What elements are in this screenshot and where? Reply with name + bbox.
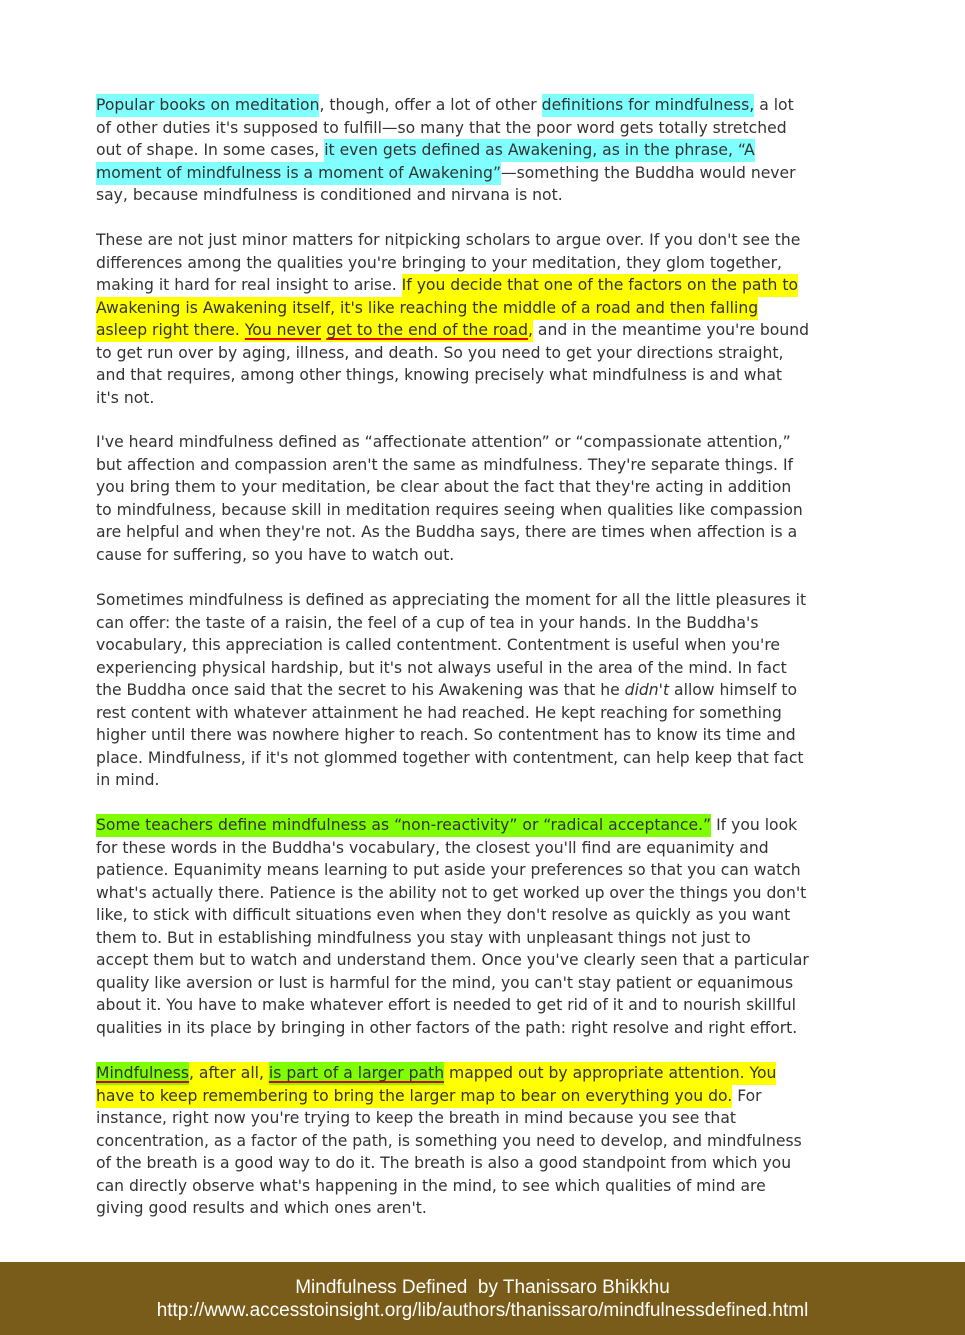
text-span: and in the meantime you're bound — [532, 321, 810, 339]
highlight-green: Some teachers define mindfulness as “non-reactivity” or “radical acceptance.” — [96, 814, 711, 837]
text-span: experiencing physical hardship, but it's not always useful in the area of the mind. In fact — [96, 658, 787, 677]
text-line — [96, 319, 809, 341]
text-span: to mindfulness, because skill in meditation requires seeing when qualities like compassion — [96, 500, 803, 519]
text-line — [96, 634, 780, 656]
text-span: place. Mindfulness, if it's not glommed together with contentment, can help keep that fact — [96, 748, 804, 767]
text-span: accept them but to watch and understand them. Once you've clearly seen that a particular — [96, 951, 809, 969]
text-line — [96, 297, 758, 319]
text-line — [96, 837, 769, 859]
highlight-yellow: If you decide that one of the factors on the path to — [402, 274, 798, 297]
text-line — [96, 814, 797, 836]
text-span: can directly observe what's happening in the mind, to see which qualities of mind are — [96, 1176, 766, 1195]
text-line — [96, 927, 751, 949]
text-line — [96, 387, 154, 409]
text-span: vocabulary, this appreciation is called contentment. Contentment is useful when you're — [96, 636, 780, 654]
highlight-green: is part of a larger path — [269, 1062, 444, 1085]
highlight-cyan: it even gets defined as Awakening, as in the phrase, “A — [324, 139, 754, 162]
text-line — [96, 1107, 736, 1129]
text-line — [96, 657, 787, 679]
text-line — [96, 679, 797, 701]
text-line — [96, 184, 563, 206]
text-line — [96, 882, 806, 904]
text-span: qualities in its place by bringing in other factors of the path: right resolve and right effort. — [96, 1018, 798, 1037]
highlight-yellow: get to the end of the road — [326, 319, 528, 342]
text-line — [96, 702, 782, 724]
text-span: concentration, as a factor of the path, is something you need to develop, and mindfulness — [96, 1131, 802, 1150]
text-line — [96, 476, 791, 498]
text-span: of the breath is a good way to do it. The breath is also a good standpoint from which you — [96, 1154, 792, 1172]
highlight-yellow: You never — [245, 319, 322, 342]
text-line — [96, 612, 758, 634]
text-line — [96, 274, 798, 296]
highlight-cyan: definitions for mindfulness, — [542, 94, 755, 117]
emphasis-text: didn't — [624, 681, 670, 699]
text-line — [96, 859, 801, 881]
text-span: —something the Buddha would never — [501, 163, 796, 182]
text-line — [96, 499, 803, 521]
highlight-yellow: asleep right there. — [96, 319, 245, 342]
highlight-yellow: mapped out by appropriate attention. You — [444, 1062, 776, 1085]
text-line — [96, 229, 800, 251]
text-line — [96, 162, 796, 184]
highlight-yellow: , after all, — [189, 1062, 269, 1085]
text-span: rest content with whatever attainment he had reached. He kept reaching for something — [96, 703, 782, 722]
highlight-cyan: Popular books on meditation — [96, 94, 319, 117]
text-span: and that requires, among other things, knowing precisely what mindfulness is and what — [96, 366, 783, 384]
text-line — [96, 342, 783, 364]
text-span: them to. But in establishing mindfulness you stay with unpleasant things not just to — [96, 928, 751, 947]
text-line — [96, 904, 790, 926]
text-span: are helpful and when they're not. As the Buddha says, there are times when affection is a — [96, 523, 798, 541]
text-span: out of shape. In some cases, — [96, 141, 325, 159]
text-line — [96, 521, 797, 543]
text-span: in mind. — [96, 771, 160, 789]
text-line — [96, 1175, 766, 1197]
text-span: cause for suffering, so you have to watch out. — [96, 545, 455, 564]
text-span: of other duties it's supposed to fulfill—so many that the poor word gets totally stretched — [96, 118, 787, 137]
text-span: differences among the qualities you're bringing to your meditation, they glom together, — [96, 253, 783, 272]
text-line — [96, 994, 796, 1016]
text-line — [96, 949, 809, 971]
text-line — [96, 1130, 802, 1152]
text-line — [96, 724, 796, 746]
footer-banner — [0, 1262, 965, 1335]
text-line — [96, 589, 806, 611]
text-span: patience. Equanimity means learning to put aside your preferences so that you can watch — [96, 861, 801, 879]
text-span: for these words in the Buddha's vocabulary, the closest you'll find are equanimity and — [96, 838, 769, 857]
footer-url[interactable]: http://www.accesstoinsight.org/lib/authors/thanissaro/mindfulnessdefined.html — [156, 1300, 809, 1321]
text-line — [96, 454, 793, 476]
highlight-cyan: moment of mindfulness is a moment of Awakening” — [96, 162, 501, 185]
text-span: say, because mindfulness is conditioned and nirvana is not. — [96, 186, 563, 204]
text-line — [96, 431, 791, 453]
highlight-green: Mindfulness — [96, 1062, 189, 1085]
text-span: instance, right now you're trying to keep the breath in mind because you see that — [96, 1109, 736, 1127]
highlight-yellow: Awakening is Awakening itself, it's like reaching the middle of a road and then falling — [96, 297, 758, 320]
text-span: These are not just minor matters for nitpicking scholars to argue over. If you don't see the — [96, 231, 801, 249]
text-span: it's not. — [96, 388, 155, 407]
text-span: allow himself to — [669, 681, 798, 699]
text-span: making it hard for real insight to arise. — [96, 276, 402, 294]
text-span: If you look — [711, 816, 798, 834]
text-span: but affection and compassion aren't the same as mindfulness. They're separate things. If — [96, 455, 794, 474]
text-span: can offer: the taste of a raisin, the feel of a cup of tea in your hands. In the Buddha's — [96, 613, 759, 632]
text-span: giving good results and which ones aren't. — [96, 1199, 427, 1217]
text-span: to get run over by aging, illness, and death. So you need to get your directions straight, — [96, 343, 784, 362]
text-span: I've heard mindfulness defined as “affectionate attention” or “compassionate attention,” — [96, 433, 791, 451]
text-line — [96, 1197, 427, 1219]
text-line — [96, 747, 804, 769]
text-span: you bring them to your meditation, be clear about the fact that they're acting in addition — [96, 478, 792, 496]
text-span: quality like aversion or lust is harmful for the mind, you can't stay patient or equanimous — [96, 973, 794, 992]
text-line — [96, 139, 755, 161]
text-line — [96, 117, 787, 139]
text-line — [96, 769, 159, 791]
text-span: what's actually there. Patience is the ability not to get worked up over the things you don't — [96, 883, 807, 902]
text-line — [96, 1085, 762, 1107]
text-span: higher until there was nowhere higher to reach. So contentment has to know its time and — [96, 726, 796, 744]
text-span: about it. You have to make whatever effort is needed to get rid of it and to nourish skillful — [96, 996, 796, 1014]
text-span: a lot — [754, 96, 794, 114]
text-line — [96, 972, 793, 994]
text-line — [96, 94, 794, 116]
text-line — [96, 544, 454, 566]
text-line — [96, 364, 782, 386]
text-span: For — [732, 1086, 762, 1105]
text-line — [96, 1152, 791, 1174]
footer-title: Mindfulness Defined by Thanissaro Bhikkhu — [295, 1277, 670, 1298]
text-span: Sometimes mindfulness is defined as appreciating the moment for all the little pleasures it — [96, 591, 807, 609]
highlight-yellow: , — [528, 319, 533, 342]
text-span: , though, offer a lot of other — [319, 96, 542, 114]
text-span: the Buddha once said that the secret to his Awakening was that he — [96, 681, 625, 699]
text-line — [96, 1017, 797, 1039]
text-line — [96, 1062, 776, 1084]
highlight-yellow: have to keep remembering to bring the larger map to bear on everything you do. — [96, 1085, 732, 1108]
text-line — [96, 252, 782, 274]
text-span: like, to stick with difficult situations even when they don't resolve as quickly as you want — [96, 906, 791, 924]
